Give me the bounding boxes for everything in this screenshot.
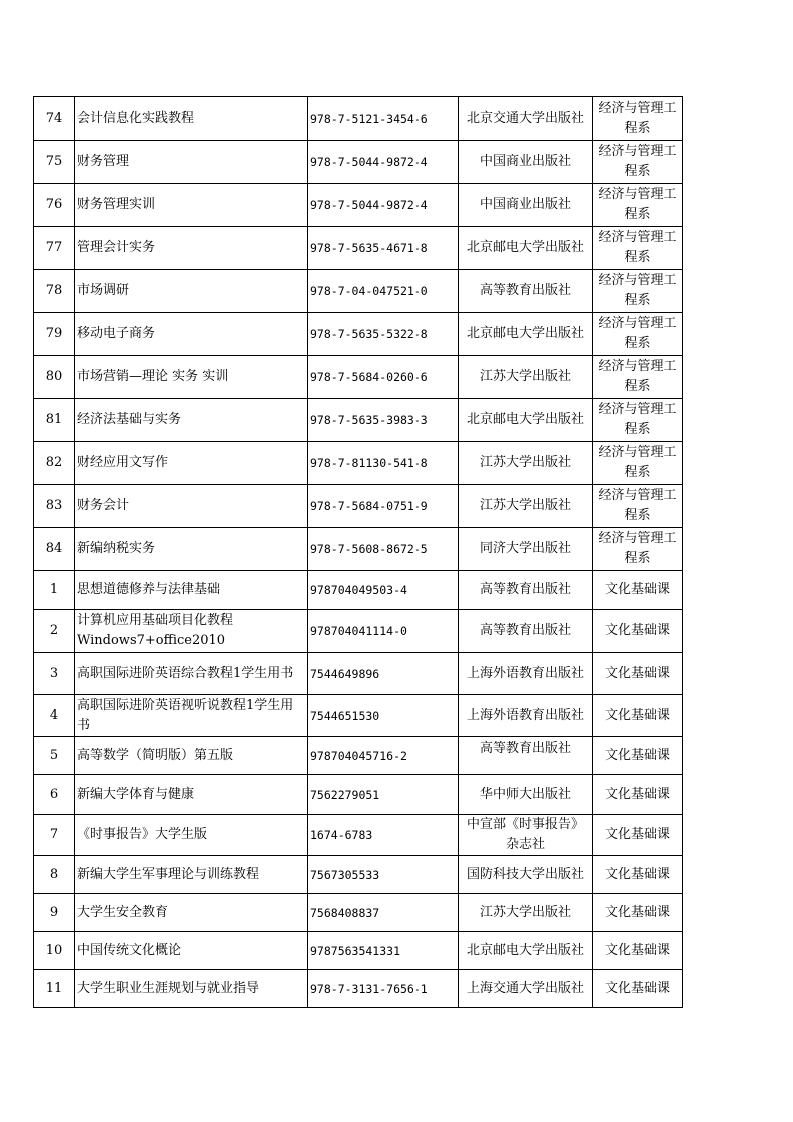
publisher-cell: 上海交通大学出版社 — [459, 970, 593, 1008]
publisher-cell: 北京邮电大学出版社 — [459, 399, 593, 442]
row-number-cell: 9 — [34, 894, 75, 932]
row-number-cell: 83 — [34, 485, 75, 528]
row-number-cell: 78 — [34, 270, 75, 313]
department-cell: 文化基础课 — [593, 571, 683, 610]
isbn-cell: 978704045716-2 — [308, 737, 459, 775]
book-title-cell: 市场调研 — [75, 270, 308, 313]
publisher-cell: 江苏大学出版社 — [459, 894, 593, 932]
isbn-cell: 978-7-5684-0260-6 — [308, 356, 459, 399]
table-row — [34, 610, 683, 653]
isbn-cell: 978704049503-4 — [308, 571, 459, 610]
row-number-cell: 74 — [34, 97, 75, 141]
book-title-cell: 大学生职业生涯规划与就业指导 — [75, 970, 308, 1008]
isbn-cell: 9787563541331 — [308, 932, 459, 970]
department-cell: 文化基础课 — [593, 970, 683, 1008]
isbn-cell: 1674-6783 — [308, 815, 459, 856]
book-title-cell: 高职国际进阶英语综合教程1学生用书 — [75, 653, 308, 695]
book-title-cell: 高职国际进阶英语视听说教程1学生用书 — [75, 695, 308, 737]
book-title-cell: 《时事报告》大学生版 — [75, 815, 308, 856]
department-cell: 经济与管理工程系 — [593, 270, 683, 313]
row-number-cell: 81 — [34, 399, 75, 442]
publisher-cell: 中宣部《时事报告》杂志社 — [459, 815, 593, 856]
row-number-cell: 79 — [34, 313, 75, 356]
publisher-cell: 上海外语教育出版社 — [459, 695, 593, 737]
isbn-cell: 7544649896 — [308, 653, 459, 695]
isbn-cell: 978-7-04-047521-0 — [308, 270, 459, 313]
table-row — [34, 653, 683, 695]
isbn-cell: 978-7-5044-9872-4 — [308, 141, 459, 184]
table-row — [34, 932, 683, 970]
department-cell: 文化基础课 — [593, 610, 683, 653]
table-row — [34, 970, 683, 1008]
publisher-cell: 同济大学出版社 — [459, 528, 593, 571]
isbn-cell: 978-7-5044-9872-4 — [308, 184, 459, 227]
department-cell: 文化基础课 — [593, 894, 683, 932]
row-number-cell: 7 — [34, 815, 75, 856]
isbn-cell: 7568408837 — [308, 894, 459, 932]
table-row — [34, 528, 683, 571]
publisher-cell: 上海外语教育出版社 — [459, 653, 593, 695]
department-cell: 文化基础课 — [593, 653, 683, 695]
publisher-cell: 高等教育出版社 — [459, 610, 593, 653]
textbook-table — [33, 96, 683, 1008]
table-row — [34, 856, 683, 894]
table-row — [34, 313, 683, 356]
department-cell: 经济与管理工程系 — [593, 399, 683, 442]
row-number-cell: 84 — [34, 528, 75, 571]
row-number-cell: 5 — [34, 737, 75, 775]
department-cell: 经济与管理工程系 — [593, 356, 683, 399]
isbn-cell: 978-7-5635-5322-8 — [308, 313, 459, 356]
row-number-cell: 6 — [34, 775, 75, 815]
row-number-cell: 77 — [34, 227, 75, 270]
department-cell: 经济与管理工程系 — [593, 97, 683, 141]
table-body — [34, 97, 683, 1008]
row-number-cell: 76 — [34, 184, 75, 227]
department-cell: 经济与管理工程系 — [593, 313, 683, 356]
isbn-cell: 7544651530 — [308, 695, 459, 737]
department-cell: 经济与管理工程系 — [593, 442, 683, 485]
table-row — [34, 442, 683, 485]
row-number-cell: 11 — [34, 970, 75, 1008]
book-title-cell: 思想道德修养与法律基础 — [75, 571, 308, 610]
row-number-cell: 3 — [34, 653, 75, 695]
table-row — [34, 227, 683, 270]
book-title-cell: 新编大学体育与健康 — [75, 775, 308, 815]
row-number-cell: 82 — [34, 442, 75, 485]
book-title-cell: 经济法基础与实务 — [75, 399, 308, 442]
row-number-cell: 2 — [34, 610, 75, 653]
department-cell: 文化基础课 — [593, 775, 683, 815]
department-cell: 经济与管理工程系 — [593, 528, 683, 571]
isbn-cell: 978-7-3131-7656-1 — [308, 970, 459, 1008]
book-title-cell: 市场营销—理论 实务 实训 — [75, 356, 308, 399]
publisher-cell: 江苏大学出版社 — [459, 356, 593, 399]
department-cell: 文化基础课 — [593, 815, 683, 856]
isbn-cell: 7562279051 — [308, 775, 459, 815]
publisher-cell: 江苏大学出版社 — [459, 485, 593, 528]
publisher-cell: 国防科技大学出版社 — [459, 856, 593, 894]
department-cell: 文化基础课 — [593, 932, 683, 970]
row-number-cell: 10 — [34, 932, 75, 970]
table-row — [34, 399, 683, 442]
book-title-cell: 大学生安全教育 — [75, 894, 308, 932]
isbn-cell: 7567305533 — [308, 856, 459, 894]
publisher-cell: 华中师大出版社 — [459, 775, 593, 815]
book-title-cell: 中国传统文化概论 — [75, 932, 308, 970]
department-cell: 文化基础课 — [593, 737, 683, 775]
book-title-cell: 计算机应用基础项目化教程Windows7+office2010 — [75, 610, 308, 653]
isbn-cell: 978-7-5635-4671-8 — [308, 227, 459, 270]
publisher-cell: 高等教育出版社 — [459, 270, 593, 313]
publisher-cell: 中国商业出版社 — [459, 141, 593, 184]
isbn-cell: 978-7-81130-541-8 — [308, 442, 459, 485]
book-title-cell: 财务管理 — [75, 141, 308, 184]
book-title-cell: 会计信息化实践教程 — [75, 97, 308, 141]
table-row — [34, 356, 683, 399]
table-row — [34, 737, 683, 775]
table-row — [34, 485, 683, 528]
table-row — [34, 141, 683, 184]
row-number-cell: 80 — [34, 356, 75, 399]
isbn-cell: 978-7-5684-0751-9 — [308, 485, 459, 528]
table-row — [34, 184, 683, 227]
table-row — [34, 775, 683, 815]
publisher-cell: 江苏大学出版社 — [459, 442, 593, 485]
department-cell: 文化基础课 — [593, 856, 683, 894]
publisher-cell: 北京邮电大学出版社 — [459, 313, 593, 356]
book-title-cell: 财经应用文写作 — [75, 442, 308, 485]
department-cell: 经济与管理工程系 — [593, 227, 683, 270]
department-cell: 经济与管理工程系 — [593, 485, 683, 528]
book-title-cell: 高等数学（简明版）第五版 — [75, 737, 308, 775]
publisher-cell: 高等教育出版社 — [459, 571, 593, 610]
department-cell: 文化基础课 — [593, 695, 683, 737]
table-row — [34, 695, 683, 737]
row-number-cell: 75 — [34, 141, 75, 184]
row-number-cell: 1 — [34, 571, 75, 610]
table-row — [34, 97, 683, 141]
row-number-cell: 4 — [34, 695, 75, 737]
table-row — [34, 571, 683, 610]
book-title-cell: 新编大学生军事理论与训练教程 — [75, 856, 308, 894]
book-title-cell: 财务会计 — [75, 485, 308, 528]
table-row — [34, 894, 683, 932]
publisher-cell: 北京邮电大学出版社 — [459, 932, 593, 970]
publisher-cell: 北京交通大学出版社 — [459, 97, 593, 141]
book-title-cell: 移动电子商务 — [75, 313, 308, 356]
isbn-cell: 978704041114-0 — [308, 610, 459, 653]
isbn-cell: 978-7-5608-8672-5 — [308, 528, 459, 571]
table-row — [34, 815, 683, 856]
department-cell: 经济与管理工程系 — [593, 141, 683, 184]
book-title-cell: 新编纳税实务 — [75, 528, 308, 571]
publisher-cell: 中国商业出版社 — [459, 184, 593, 227]
book-title-cell: 管理会计实务 — [75, 227, 308, 270]
publisher-cell: 北京邮电大学出版社 — [459, 227, 593, 270]
isbn-cell: 978-7-5635-3983-3 — [308, 399, 459, 442]
row-number-cell: 8 — [34, 856, 75, 894]
table-row — [34, 270, 683, 313]
department-cell: 经济与管理工程系 — [593, 184, 683, 227]
isbn-cell: 978-7-5121-3454-6 — [308, 97, 459, 141]
book-title-cell: 财务管理实训 — [75, 184, 308, 227]
publisher-cell: 高等教育出版社 — [459, 737, 593, 775]
